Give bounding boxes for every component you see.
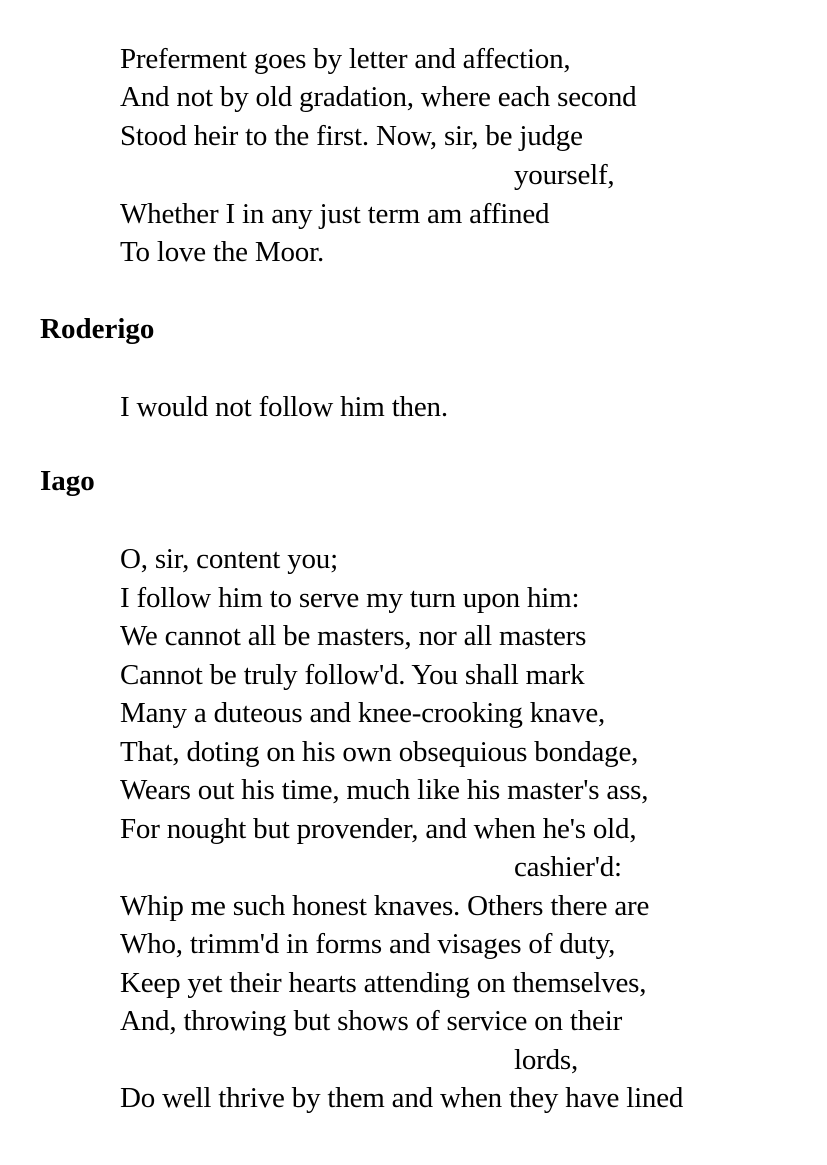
verse-line-continuation: yourself, [514, 159, 615, 191]
verse-line: That, doting on his own obsequious bondage, [120, 736, 639, 768]
speaker-name-roderigo: Roderigo [40, 313, 155, 345]
speaker-name-iago: Iago [40, 465, 95, 497]
verse-line: Cannot be truly follow'd. You shall mark [120, 659, 585, 691]
verse-line-continuation: cashier'd: [514, 851, 622, 883]
verse-line: I would not follow him then. [120, 391, 448, 423]
verse-line: To love the Moor. [120, 236, 324, 268]
verse-line: Preferment goes by letter and affection, [120, 43, 571, 75]
verse-line: We cannot all be masters, nor all masters [120, 620, 587, 652]
verse-line: O, sir, content you; [120, 543, 338, 575]
verse-line: For nought but provender, and when he's old, [120, 813, 637, 845]
verse-line: Whip me such honest knaves. Others there are [120, 890, 650, 922]
verse-line: Who, trimm'd in forms and visages of duty, [120, 928, 616, 960]
verse-line: Stood heir to the first. Now, sir, be judge [120, 120, 583, 152]
verse-line: I follow him to serve my turn upon him: [120, 582, 580, 614]
verse-line: Wears out his time, much like his master's ass, [120, 774, 649, 806]
verse-line: And not by old gradation, where each second [120, 81, 637, 113]
verse-line-continuation: lords, [514, 1044, 579, 1076]
verse-line: Whether I in any just term am affined [120, 198, 550, 230]
verse-line: Do well thrive by them and when they have lined [120, 1082, 684, 1114]
verse-line: Many a duteous and knee-crooking knave, [120, 697, 606, 729]
verse-line: Keep yet their hearts attending on themselves, [120, 967, 647, 999]
verse-line: And, throwing but shows of service on their [120, 1005, 623, 1037]
